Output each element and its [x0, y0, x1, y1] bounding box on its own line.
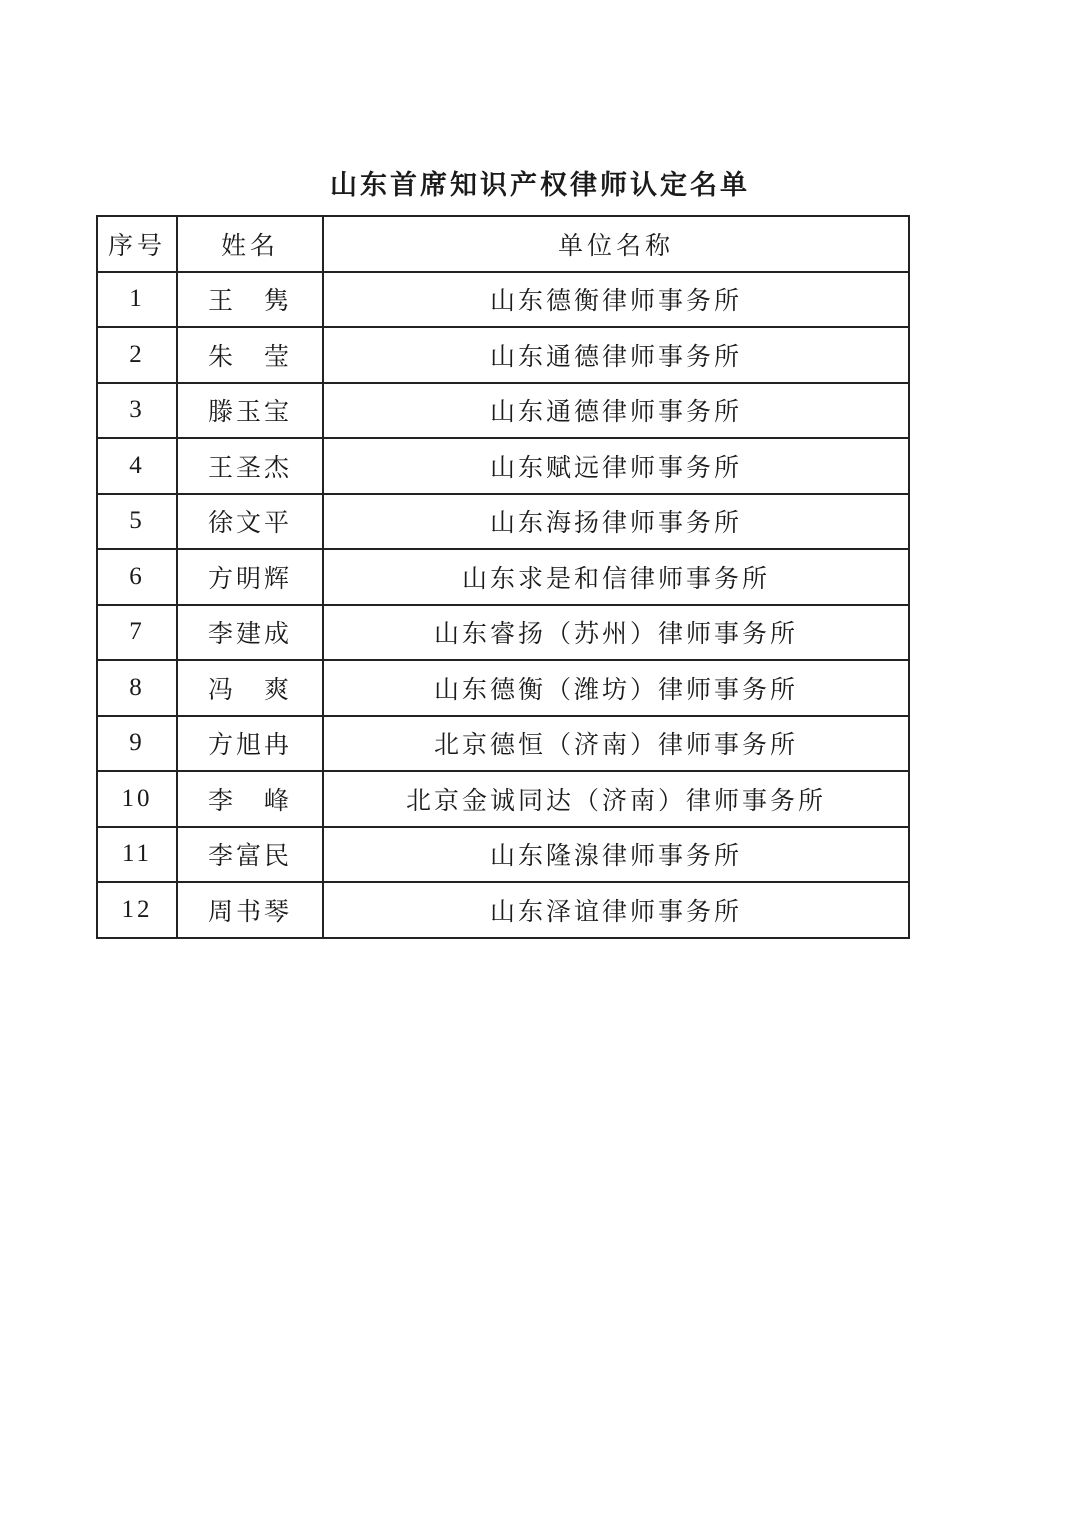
row-seq: 7	[97, 605, 177, 661]
table-row	[97, 716, 909, 772]
row-unit: 山东德衡（潍坊）律师事务所	[323, 660, 909, 716]
row-seq: 4	[97, 438, 177, 494]
row-unit: 山东泽谊律师事务所	[323, 882, 909, 938]
row-unit: 山东赋远律师事务所	[323, 438, 909, 494]
table-row	[97, 605, 909, 661]
row-name: 冯 爽	[177, 660, 323, 716]
row-name: 李 峰	[177, 771, 323, 827]
row-seq: 2	[97, 327, 177, 383]
table-row	[97, 882, 909, 938]
row-name: 方旭冉	[177, 716, 323, 772]
row-name: 李建成	[177, 605, 323, 661]
row-name: 滕玉宝	[177, 383, 323, 439]
row-unit: 山东德衡律师事务所	[323, 272, 909, 328]
row-unit: 山东通德律师事务所	[323, 383, 909, 439]
table-row	[97, 827, 909, 883]
row-name: 王 隽	[177, 272, 323, 328]
table-header-row	[97, 216, 909, 272]
row-unit: 山东通德律师事务所	[323, 327, 909, 383]
row-unit: 山东睿扬（苏州）律师事务所	[323, 605, 909, 661]
table-row	[97, 771, 909, 827]
row-seq: 12	[97, 882, 177, 938]
row-name: 周书琴	[177, 882, 323, 938]
row-name: 王圣杰	[177, 438, 323, 494]
row-name: 朱 莹	[177, 327, 323, 383]
row-name: 李富民	[177, 827, 323, 883]
table-row	[97, 272, 909, 328]
row-name: 方明辉	[177, 549, 323, 605]
header-name: 姓名	[177, 216, 323, 272]
row-seq: 3	[97, 383, 177, 439]
row-seq: 1	[97, 272, 177, 328]
row-unit: 山东求是和信律师事务所	[323, 549, 909, 605]
row-seq: 5	[97, 494, 177, 550]
page-title: 山东首席知识产权律师认定名单	[330, 170, 750, 201]
row-seq: 9	[97, 716, 177, 772]
row-unit: 山东隆湶律师事务所	[323, 827, 909, 883]
row-seq: 8	[97, 660, 177, 716]
table-row	[97, 438, 909, 494]
table-row	[97, 383, 909, 439]
table-row	[97, 494, 909, 550]
table-row	[97, 660, 909, 716]
table-row	[97, 549, 909, 605]
table-row	[97, 327, 909, 383]
row-unit: 北京金诚同达（济南）律师事务所	[323, 771, 909, 827]
row-seq: 11	[97, 827, 177, 883]
header-unit: 单位名称	[323, 216, 909, 272]
row-seq: 10	[97, 771, 177, 827]
header-seq: 序号	[97, 216, 177, 272]
lawyer-list-table	[96, 215, 910, 939]
row-seq: 6	[97, 549, 177, 605]
row-unit: 山东海扬律师事务所	[323, 494, 909, 550]
row-unit: 北京德恒（济南）律师事务所	[323, 716, 909, 772]
row-name: 徐文平	[177, 494, 323, 550]
